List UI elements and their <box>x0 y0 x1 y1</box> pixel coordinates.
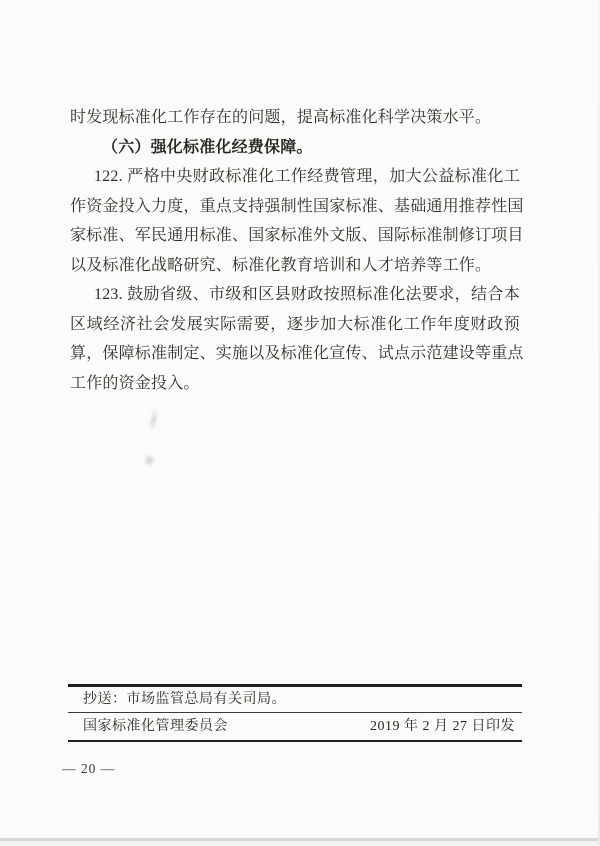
issue-date: 2019 年 2 月 27 日印发 <box>370 718 515 734</box>
footer-rule-bottom <box>68 740 522 743</box>
text-line: 以及标准化战略研究、标准化教育培训和人才培养等工作。 <box>70 256 492 274</box>
issuer-row <box>68 713 522 740</box>
cc-row <box>68 687 522 712</box>
text-line: 122. 严格中央财政标准化工作经费管理，加大公益标准化工 <box>94 168 520 185</box>
text-line: 作资金投入力度，重点支持强制性国家标准、基础通用推荐性国 <box>70 197 524 215</box>
section-heading: （六）强化标准化经费保障。 <box>102 138 313 156</box>
text-line: 工作的资金投入。 <box>70 374 200 392</box>
text-line: 123. 鼓励省级、市级和区县财政按照标准化法要求，结合本 <box>94 286 520 303</box>
page-number: — 20 — <box>62 761 116 776</box>
text-line: 算，保障标准制定、实施以及标准化宣传、试点示范建设等重点 <box>70 345 524 362</box>
scan-smudge <box>145 404 162 436</box>
document-footer <box>68 684 522 742</box>
cc-line-text: 抄送：市场监管总局有关司局。 <box>83 691 286 707</box>
document-body <box>70 103 524 398</box>
text-line: 时发现标准化工作存在的问题，提高标准化科学决策水平。 <box>70 109 492 126</box>
text-line: 家标准、军民通用标准、国家标准外文版、国际标准制修订项目 <box>70 227 524 244</box>
scan-smudge <box>142 452 157 469</box>
text-line: 区域经济社会发展实际需要，逐步加大标准化工作年度财政预 <box>70 315 520 333</box>
scan-edge-bottom-fill <box>0 841 600 846</box>
issuer-name: 国家标准化管理委员会 <box>83 718 228 734</box>
